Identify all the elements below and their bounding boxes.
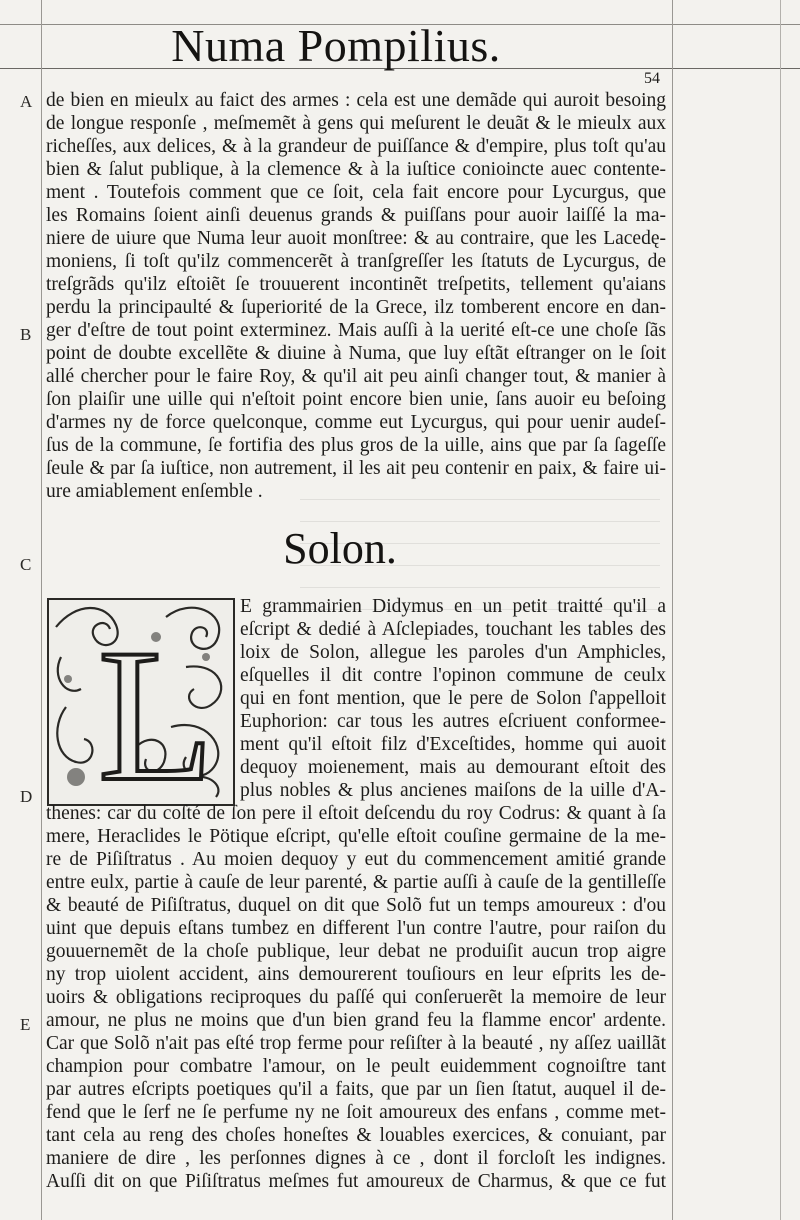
text-line: ny trop uiolent accident, ains demourerent touſiours en leur eſprits les de-	[46, 964, 666, 985]
text-line: de bien en mieulx au faict des armes : cela est une demãde qui auroit besoing	[46, 90, 666, 111]
text-line: allé chercher pour le faire Roy, & qu'il ait peu ainſi changer tout, & manier à	[46, 366, 666, 387]
text-line: maniere de dire , les perſonnes dignes à ce , dont il forcloſt les indignes.	[46, 1148, 666, 1169]
text-line: re de Piſiſtratus . Au moien dequoy y eut du commencement amitié grande	[46, 849, 666, 870]
text-line: ſeule & par ſa iuſtice, non autrement, il les ait peu contenir en paix, & faire ui-	[46, 458, 666, 479]
margin-letter-c: C	[20, 555, 32, 574]
text-line: amour, ne plus ne moins que d'un bien grand feu la flamme encor' ardente.	[46, 1010, 666, 1031]
ornamental-initial-icon	[46, 597, 236, 807]
margin-letter-e: E	[20, 1015, 31, 1034]
text-line: plus nobles & plus ancienes maiſons de la uille d'A-	[240, 780, 666, 801]
text-line: champion pour combatre l'amour, on le peult euidemment cognoiſtre tant	[46, 1056, 666, 1077]
text-line: entre eulx, partie à cauſe de leur parenté, & partie auſſi à cauſe de la gentilleſſe	[46, 872, 666, 893]
text-line: ment qu'il eſtoit filz d'Exceſtides, homme qui auoit	[240, 734, 666, 755]
text-line: les Romains ſoient ainſi deuenus grands & puiſſans pour auoir laiſſé la ma-	[46, 205, 666, 226]
text-line: Auſſi dit on que Piſiſtratus meſmes fut amoureux de Charmus, & que ce fut	[46, 1171, 666, 1192]
text-line: eſquelles il dit contre l'opinon commune de ceulx	[240, 665, 666, 686]
text-line: de longue responſe , meſmemẽt à gens qui meſurent le deuãt & le mieulx aux	[46, 113, 666, 134]
text-line: fend que le ſerf ne ſe perfume ny ne ſoit amoureux des enfans , comme met-	[46, 1102, 666, 1123]
left-margin-rule	[41, 0, 42, 1220]
text-line: ſus de la commune, ſe fortifia des plus gros de la uille, ains que par ſa ſageſſe	[46, 435, 666, 456]
text-line: bien & ſalut publique, à la clemence & à la iuſtice conioincte auec contente-	[46, 159, 666, 180]
text-line: mere, Heraclides le Pötique eſcript, qu'elle eſtoit couſine germaine de la me-	[46, 826, 666, 847]
text-line: treſgrãds qu'ilz eſtoiẽt ſe trouuerent incontinẽt treſpetits, tellement qu'aians	[46, 274, 666, 295]
margin-letter-b: B	[20, 325, 32, 344]
running-title: Numa Pompilius.	[171, 20, 501, 71]
page-number: 54	[644, 70, 660, 87]
text-line: eſcript & dedié à Aſclepiades, touchant les tables des	[240, 619, 666, 640]
margin-letter-a: A	[20, 92, 33, 111]
text-line: thenes: car du coſté de ſon pere il eſtoit deſcendu du roy Codrus: & quant à ſa	[46, 803, 666, 824]
margin-letter-d: D	[20, 787, 33, 806]
text-line: richeſſes, aux delices, & à la grandeur de puiſſance & d'empire, plus toſt qu'au	[46, 136, 666, 157]
section-heading: Solon.	[283, 524, 397, 573]
text-line: par autres eſcripts poetiques qu'il a faits, que par un ſien ſtatut, auquel il de-	[46, 1079, 666, 1100]
text-line: & beauté de Piſiſtratus, duquel on dit que Solõ fut un temps amoureux : d'ou	[46, 895, 666, 916]
text-line: d'armes ny de force quelconque, comme eut Lycurgus, qui pour uenir audeſ-	[46, 412, 666, 433]
text-line: moniens, ſi toſt qu'ilz commencerẽt à tranſgreſſer les ſtatuts de Lycurgus, de	[46, 251, 666, 272]
right-margin-rule	[672, 0, 673, 1220]
text-line: ment . Toutefois comment que ce ſoit, cela fait encore pour Lycurgus, que	[46, 182, 666, 203]
text-line: uoirs & obligations reciproques du paſſé qui conſeruerẽt la memoire de leur	[46, 987, 666, 1008]
text-line: perdu la principaulté & ſuperiorité de la Grece, ilz tomberent encore en dan-	[46, 297, 666, 318]
text-line: ger d'eſtre de tout point exterminez. Mais auſſi à la uerité eſt-ce une choſe ſãs	[46, 320, 666, 341]
text-line: Car que Solõ n'ait pas eſté trop ferme pour reſiſter à la beauté , ny aſſez uaillãt	[46, 1033, 666, 1054]
text-line: loix de Solon, allegue les paroles d'un Amphicles,	[240, 642, 666, 663]
text-line: E grammairien Didymus en un petit traitté qu'il a	[240, 596, 666, 617]
drop-cap-letter: L	[98, 611, 215, 807]
outer-edge-rule	[780, 0, 781, 1220]
text-line: qui en font mention, que le pere de Solon ſ'appelloit	[240, 688, 666, 709]
text-line: ſon plaiſir une uille qui n'eſtoit point encore bien unie, ſans auoir eu beſoing	[46, 389, 666, 410]
text-line: point de doubte excellẽte & diuine à Numa, que luy eſtãt eſtranger on le ſoit	[46, 343, 666, 364]
text-line: Euphorion: car tous les autres eſcriuent conformee-	[240, 711, 666, 732]
text-line: niere de uiure que Numa leur auoit monſtree: & au contraire, que les Lacedę-	[46, 228, 666, 249]
text-line: uint que depuis eſtans tumbez en different l'un contre l'autre, pour raiſon du	[46, 918, 666, 939]
text-line: dequoy moienement, mais au demourant eſtoit des	[240, 757, 666, 778]
text-line: gouuernemẽt de la choſe publique, leur debat ne produiſit aucun trop aigre	[46, 941, 666, 962]
text-line: tant cela au reng des choſes honeſtes & louables exercices, & conuiant, par	[46, 1125, 666, 1146]
text-line: ure amiablement enſemble .	[46, 481, 263, 502]
